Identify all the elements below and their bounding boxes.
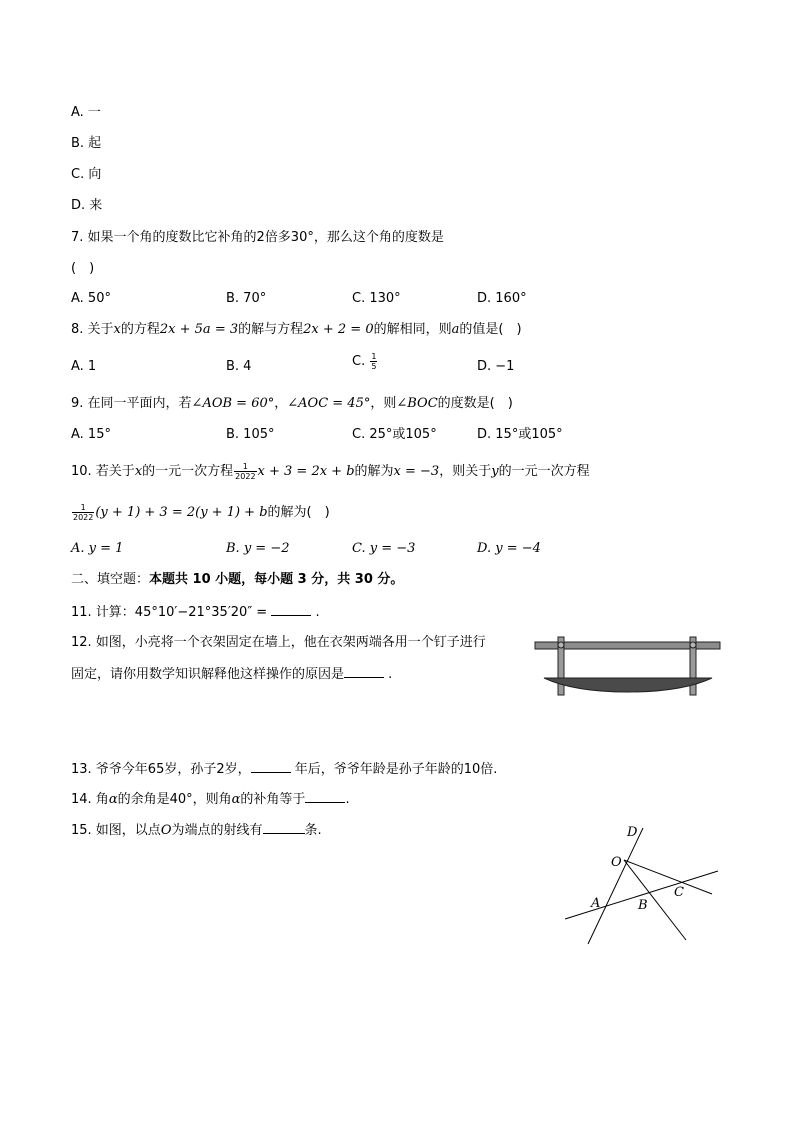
q7-option-d: D. 160° (477, 291, 527, 306)
q9-option-c: C. 25°或105° (352, 427, 437, 442)
q8-stem: 8. 关于x的方程2x + 5a = 3的解与方程2x + 2 = 0的解相同，则a的值是( ) (71, 322, 522, 337)
answer-blank[interactable] (271, 603, 311, 616)
q8-equation-2: 2x + 2 = 0 (303, 322, 374, 337)
q9-stem: 9. 在同一平面内，若∠AOB = 60°，∠AOC = 45°，则∠BOC的度数是( ) (71, 396, 513, 411)
label-d: D (627, 825, 638, 840)
q11-stem: 11. 计算：45°10′−21°35′20″ = . (71, 605, 320, 620)
fraction-one-fifth: $\frac{1}{5}$ (371, 352, 377, 371)
q6-option-c: C. 向 (71, 167, 102, 182)
q10-stem-line1: 10. 若关于x的一元一次方程 $\frac{1}{2022}$ x + 3 = 2x + b的解为x = −3，则关于y的一元一次方程 (71, 462, 590, 481)
var-a: a (451, 322, 460, 337)
q10-stem-line2: $\frac{1}{2022}$ (y + 1) + 3 = 2(y + 1) + b的解为( ) (73, 503, 330, 522)
q7-option-b: B. 70° (226, 291, 267, 306)
line-d-o-a (588, 828, 643, 944)
q13-stem: 13. 爷爷今年65岁，孙子2岁， 年后，爷爷年龄是孙子年龄的10倍. (71, 762, 498, 777)
answer-blank[interactable] (263, 821, 305, 834)
q12-stem-line1: 12. 如图，小亮将一个衣架固定在墙上，他在衣架两端各用一个钉子进行 (71, 635, 486, 650)
rays-geometry-figure (560, 820, 726, 946)
nail-right-icon (690, 642, 696, 648)
answer-blank[interactable] (251, 760, 291, 773)
fraction-1-over-2022-b: $\frac{1}{2022}$ (73, 503, 94, 522)
q6-option-d: D. 来 (71, 198, 103, 213)
q10-option-b: B. y = −2 (226, 541, 290, 556)
label-o: O (611, 855, 622, 870)
q15-stem: 15. 如图，以点O为端点的射线有 条. (71, 823, 322, 838)
q8-option-d: D. −1 (477, 359, 515, 374)
q10-equation-2: (y + 1) + 3 = 2(y + 1) + b (95, 505, 268, 520)
q14-stem: 14. 角α的余角是40°，则角α的补角等于 . (71, 792, 350, 807)
q6-option-b: B. 起 (71, 136, 102, 151)
q9-angle-aob: ∠AOB = 60° (191, 396, 275, 411)
q8-option-a: A. 1 (71, 359, 97, 374)
label-b: B (638, 898, 648, 913)
answer-blank[interactable] (344, 665, 384, 678)
q10-option-d: D. y = −4 (477, 541, 541, 556)
answer-blank[interactable] (305, 790, 345, 803)
q7-option-a: A. 50° (71, 291, 111, 306)
q10-equation-1: x + 3 = 2x + b (257, 464, 355, 479)
q8-option-b: B. 4 (226, 359, 252, 374)
q8-option-c: C. $\frac{1}{5}$ (352, 352, 377, 371)
section-2-heading: 二、填空题：本题共 10 小题，每小题 3 分，共 30 分。 (71, 572, 404, 587)
nail-left-icon (558, 642, 564, 648)
q9-option-d: D. 15°或105° (477, 427, 563, 442)
q9-option-b: B. 105° (226, 427, 275, 442)
q9-option-a: A. 15° (71, 427, 111, 442)
clothes-hanger-figure (532, 634, 724, 698)
q9-angle-boc: ∠BOC (396, 396, 438, 411)
q8-equation-1: 2x + 5a = 3 (159, 322, 239, 337)
fraction-1-over-2022: $\frac{1}{2022}$ (235, 462, 256, 481)
q6-option-a: A. 一 (71, 105, 101, 120)
q10-option-c: C. y = −3 (352, 541, 416, 556)
var-x: x (113, 322, 121, 337)
q7-stem: 7. 如果一个角的度数比它补角的2倍多30°，那么这个角的度数是 (71, 230, 444, 245)
label-a: A (591, 896, 601, 911)
q7-paren: ( ) (71, 261, 95, 276)
label-c: C (674, 885, 684, 900)
hanger-bar (544, 678, 712, 692)
q10-solution-x: x = −3 (393, 464, 440, 479)
q12-stem-line2: 固定，请你用数学知识解释他这样操作的原因是 . (71, 667, 393, 682)
q10-option-a: A. y = 1 (71, 541, 124, 556)
q9-angle-aoc: ∠AOC = 45° (287, 396, 371, 411)
q7-option-c: C. 130° (352, 291, 401, 306)
